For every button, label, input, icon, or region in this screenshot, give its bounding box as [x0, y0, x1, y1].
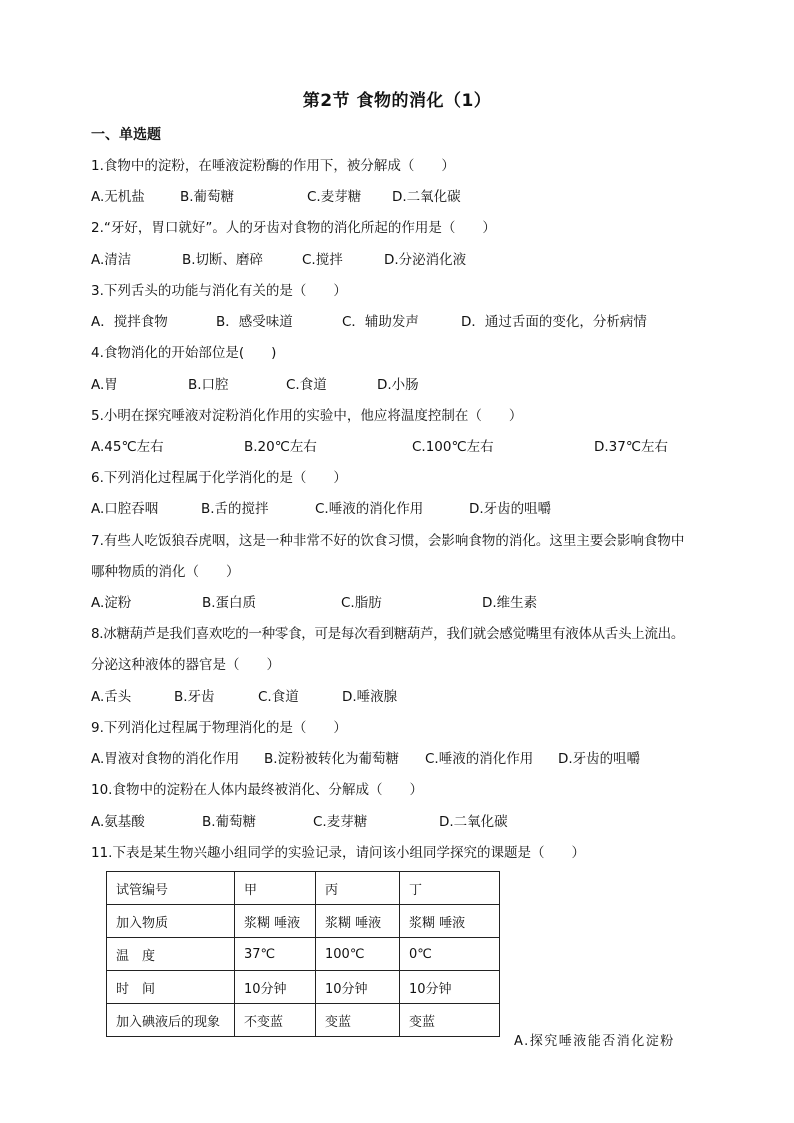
table-cell: 时 间 — [107, 971, 235, 1004]
question-3-option-c: C．辅助发声 — [342, 314, 419, 330]
question-9-option-a: A.胃液对食物的消化作用 — [91, 751, 240, 767]
experiment-table — [106, 871, 500, 1037]
table-cell: 10分钟 — [400, 971, 500, 1004]
table-cell: 温 度 — [107, 938, 235, 971]
question-1-option-c: C.麦芽糖 — [307, 189, 362, 205]
question-8-option-a: A.舌头 — [91, 689, 132, 705]
table-cell: 浆糊 唾液 — [235, 905, 316, 938]
question-8-option-d: D.唾液腺 — [342, 689, 398, 705]
question-7-option-d: D.维生素 — [482, 595, 538, 611]
question-6-option-c: C.唾液的消化作用 — [315, 501, 424, 517]
table-cell: 丙 — [316, 872, 400, 905]
question-7-option-c: C.脂肪 — [341, 595, 382, 611]
table-cell: 甲 — [235, 872, 316, 905]
question-5-option-c: C.100℃左右 — [412, 439, 494, 455]
question-9-option-d: D.牙齿的咀嚼 — [558, 751, 641, 767]
table-cell: 10分钟 — [235, 971, 316, 1004]
table-row — [107, 938, 500, 971]
question-3-stem: 3.下列舌头的功能与消化有关的是（ ） — [91, 283, 347, 299]
question-5-option-a: A.45℃左右 — [91, 439, 164, 455]
question-5-stem: 5.小明在探究唾液对淀粉消化作用的实验中，他应将温度控制在（ ） — [91, 408, 523, 424]
table-row — [107, 905, 500, 938]
table-row — [107, 1004, 500, 1037]
question-4-stem: 4.食物消化的开始部位是( ) — [91, 345, 277, 361]
table-cell: 不变蓝 — [235, 1004, 316, 1037]
question-10-option-a: A.氨基酸 — [91, 814, 145, 830]
question-8-option-c: C.食道 — [258, 689, 299, 705]
question-1-option-a: A.无机盐 — [91, 189, 145, 205]
question-6-option-d: D.牙齿的咀嚼 — [469, 501, 552, 517]
table-cell: 加入物质 — [107, 905, 235, 938]
table-cell: 加入碘液后的现象 — [107, 1004, 235, 1037]
question-6-option-b: B.舌的搅拌 — [201, 501, 269, 517]
question-4-option-d: D.小肠 — [377, 377, 419, 393]
section-heading: 一、单选题 — [91, 127, 161, 143]
question-2-option-b: B.切断、磨碎 — [182, 252, 264, 268]
question-10-option-d: D.二氧化碳 — [439, 814, 508, 830]
question-4-option-b: B.口腔 — [188, 377, 229, 393]
question-7-stem-continued: 哪种物质的消化（ ） — [91, 564, 240, 580]
question-1-option-d: D.二氧化碳 — [392, 189, 461, 205]
question-5-option-d: D.37℃左右 — [594, 439, 669, 455]
question-4-option-c: C.食道 — [286, 377, 327, 393]
question-11-option-a: A.探究唾液能否消化淀粉 — [514, 1034, 675, 1049]
table-cell: 100℃ — [316, 938, 400, 971]
table-row — [107, 872, 500, 905]
question-3-option-a: A．搅拌食物 — [91, 314, 168, 330]
question-4-option-a: A.胃 — [91, 377, 118, 393]
question-2-option-c: C.搅拌 — [302, 252, 343, 268]
question-8-stem: 8.冰糖葫芦是我们喜欢吃的一种零食，可是每次看到糖葫芦，我们就会感觉嘴里有液体从舌头上流出。 — [91, 626, 685, 642]
table-cell: 浆糊 唾液 — [316, 905, 400, 938]
table-cell: 37℃ — [235, 938, 316, 971]
question-2-option-d: D.分泌消化液 — [384, 252, 467, 268]
question-8-stem-continued: 分泌这种液体的器官是（ ） — [91, 657, 280, 673]
question-7-stem: 7.有些人吃饭狼吞虎咽，这是一种非常不好的饮食习惯，会影响食物的消化。这里主要会影响食物中 — [91, 533, 685, 549]
table-cell: 变蓝 — [316, 1004, 400, 1037]
question-7-option-a: A.淀粉 — [91, 595, 132, 611]
question-10-stem: 10.食物中的淀粉在人体内最终被消化、分解成（ ） — [91, 782, 423, 798]
question-10-option-b: B.葡萄糖 — [202, 814, 257, 830]
table-cell: 变蓝 — [400, 1004, 500, 1037]
page-title: 第2节 食物的消化（1） — [302, 91, 492, 111]
question-5-option-b: B.20℃左右 — [244, 439, 317, 455]
table-cell: 浆糊 唾液 — [400, 905, 500, 938]
question-1-option-b: B.葡萄糖 — [180, 189, 235, 205]
table-cell: 0℃ — [400, 938, 500, 971]
question-6-option-a: A.口腔吞咽 — [91, 501, 159, 517]
question-10-option-c: C.麦芽糖 — [313, 814, 368, 830]
question-9-option-b: B.淀粉被转化为葡萄糖 — [264, 751, 400, 767]
question-1-stem: 1.食物中的淀粉，在唾液淀粉酶的作用下，被分解成（ ） — [91, 158, 455, 174]
question-3-option-d: D．通过舌面的变化，分析病情 — [461, 314, 647, 330]
table-cell: 试管编号 — [107, 872, 235, 905]
question-7-option-b: B.蛋白质 — [202, 595, 257, 611]
question-6-stem: 6.下列消化过程属于化学消化的是（ ） — [91, 470, 347, 486]
table-cell: 丁 — [400, 872, 500, 905]
table-cell: 10分钟 — [316, 971, 400, 1004]
question-8-option-b: B.牙齿 — [174, 689, 215, 705]
question-9-stem: 9.下列消化过程属于物理消化的是（ ） — [91, 720, 347, 736]
question-11-stem: 11.下表是某生物兴趣小组同学的实验记录，请问该小组同学探究的课题是（ ） — [91, 845, 585, 861]
question-3-option-b: B．感受味道 — [216, 314, 293, 330]
table-row — [107, 971, 500, 1004]
question-9-option-c: C.唾液的消化作用 — [425, 751, 534, 767]
question-2-option-a: A.清洁 — [91, 252, 132, 268]
question-2-stem: 2.“牙好，胃口就好”。人的牙齿对食物的消化所起的作用是（ ） — [91, 220, 496, 236]
